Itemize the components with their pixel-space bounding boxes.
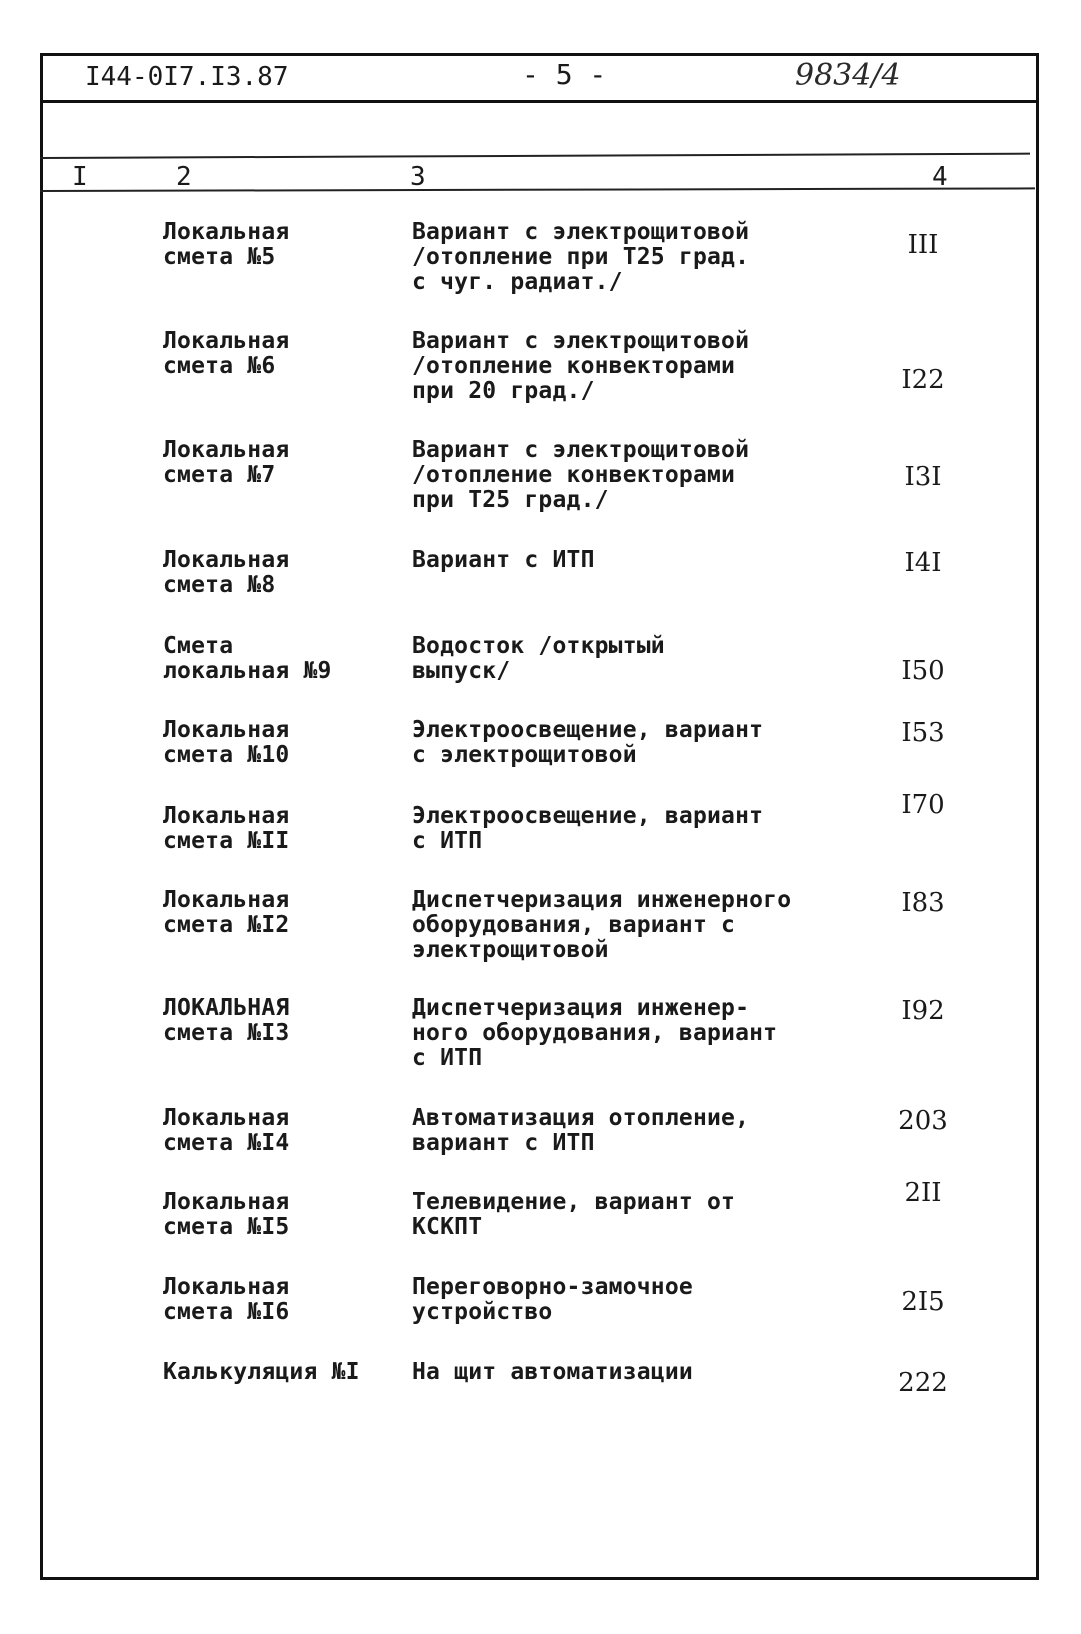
- page-reference: 2I5: [901, 1287, 945, 1317]
- estimate-description: [412, 718, 842, 768]
- estimate-name-line: Локальная: [163, 547, 290, 573]
- estimate-description: [412, 996, 842, 1071]
- estimate-name-line: Локальная: [163, 1189, 290, 1215]
- estimate-name: [163, 1190, 383, 1240]
- estimate-name-line: Локальная: [163, 1274, 290, 1300]
- page-reference: I4I: [904, 548, 942, 578]
- estimate-name: [163, 718, 383, 768]
- handwritten-inventory-number: 9834/4: [795, 58, 901, 93]
- description-line: Электроосвещение, вариант: [412, 803, 764, 829]
- description-line: Диспетчеризация инженер-: [412, 995, 750, 1021]
- estimate-description: [412, 220, 842, 295]
- page-reference: 222: [898, 1368, 948, 1398]
- page-reference: I3I: [904, 462, 942, 492]
- description-line: Электроосвещение, вариант: [412, 717, 764, 743]
- description-line: /отопление конвекторами: [412, 353, 736, 379]
- description-line: /отопление конвекторами: [412, 462, 736, 488]
- estimate-name-line: Локальная: [163, 803, 290, 829]
- estimate-name-line: смета №I3: [163, 1020, 290, 1046]
- description-line: Переговорно-замочное: [412, 1274, 693, 1300]
- estimate-name-line: Локальная: [163, 437, 290, 463]
- page-reference: I92: [901, 996, 945, 1026]
- description-line: Вариант с ИТП: [412, 547, 595, 573]
- description-line: при 20 град./: [412, 378, 595, 404]
- estimate-name: [163, 438, 383, 488]
- description-line: КСКПТ: [412, 1214, 483, 1240]
- estimate-description: [412, 1190, 842, 1240]
- estimate-name-line: смета №I2: [163, 912, 290, 938]
- estimate-description: [412, 329, 842, 404]
- estimate-name-line: смета №7: [163, 462, 276, 488]
- estimate-name: [163, 1106, 383, 1156]
- description-line: устройство: [412, 1299, 553, 1325]
- estimate-name-line: смета №I6: [163, 1299, 290, 1325]
- column-header-3: 3: [410, 162, 426, 192]
- description-line: Водосток /открытый: [412, 633, 665, 659]
- description-line: Автоматизация отопление,: [412, 1105, 750, 1131]
- estimate-description: [412, 634, 842, 684]
- description-line: оборудования, вариант с: [412, 912, 736, 938]
- estimate-name: [163, 888, 383, 938]
- estimate-name-line: Локальная: [163, 328, 290, 354]
- estimate-description: [412, 804, 842, 854]
- column-header-2: 2: [176, 162, 192, 192]
- estimate-name-line: Локальная: [163, 887, 290, 913]
- page-number: - 5 -: [522, 58, 607, 91]
- estimate-name-line: смета №6: [163, 353, 276, 379]
- column-header-1: I: [72, 162, 88, 192]
- description-line: с ИТП: [412, 828, 483, 854]
- page-reference: 203: [898, 1106, 948, 1136]
- estimate-name-line: смета №8: [163, 572, 276, 598]
- description-line: Телевидение, вариант от: [412, 1189, 736, 1215]
- description-line: электрощитовой: [412, 937, 609, 963]
- description-line: выпуск/: [412, 658, 511, 684]
- estimate-description: [412, 888, 842, 963]
- document-code: I44-0I7.I3.87: [85, 62, 289, 92]
- description-line: с электрощитовой: [412, 742, 637, 768]
- description-line: с чуг. радиат./: [412, 269, 623, 295]
- description-line: при Т25 град./: [412, 487, 609, 513]
- estimate-name-line: Смета: [163, 633, 234, 659]
- description-line: Вариант с электрощитовой: [412, 219, 750, 245]
- page-reference: I22: [901, 365, 945, 395]
- estimate-description: [412, 1275, 842, 1325]
- estimate-name-line: смета №I5: [163, 1214, 290, 1240]
- column-header-4: 4: [932, 162, 948, 192]
- description-line: ного оборудования, вариант: [412, 1020, 778, 1046]
- page-reference: I70: [901, 790, 945, 820]
- estimate-name: [163, 548, 383, 598]
- estimate-name: [163, 634, 383, 684]
- estimate-name-line: Локальная: [163, 717, 290, 743]
- description-line: вариант с ИТП: [412, 1130, 595, 1156]
- description-line: На щит автоматизации: [412, 1359, 693, 1385]
- estimate-name-line: Локальная: [163, 1105, 290, 1131]
- estimate-name-line: смета №I4: [163, 1130, 290, 1156]
- description-line: с ИТП: [412, 1045, 483, 1071]
- estimate-name: [163, 220, 383, 270]
- description-line: Вариант с электрощитовой: [412, 328, 750, 354]
- description-line: Вариант с электрощитовой: [412, 437, 750, 463]
- estimate-name: [163, 804, 383, 854]
- page-reference: III: [907, 230, 939, 260]
- estimate-name-line: смета №II: [163, 828, 290, 854]
- estimate-name: [163, 1360, 383, 1385]
- page-reference: I83: [901, 888, 945, 918]
- page-reference: I50: [901, 656, 945, 686]
- estimate-name: [163, 1275, 383, 1325]
- estimate-name-line: локальная №9: [163, 658, 332, 684]
- estimate-description: [412, 548, 842, 573]
- description-line: Диспетчеризация инженерного: [412, 887, 792, 913]
- page-reference: 2II: [904, 1178, 942, 1208]
- estimate-name-line: ЛОКАЛЬНАЯ: [163, 995, 290, 1021]
- estimate-description: [412, 1106, 842, 1156]
- estimate-description: [412, 438, 842, 513]
- estimate-name-line: Калькуляция №I: [163, 1359, 360, 1385]
- estimate-name-line: Локальная: [163, 219, 290, 245]
- estimate-name: [163, 329, 383, 379]
- estimate-name: [163, 996, 383, 1046]
- estimate-description: [412, 1360, 842, 1385]
- estimate-name-line: смета №5: [163, 244, 276, 270]
- page-reference: I53: [901, 718, 945, 748]
- estimate-name-line: смета №10: [163, 742, 290, 768]
- description-line: /отопление при Т25 град.: [412, 244, 750, 270]
